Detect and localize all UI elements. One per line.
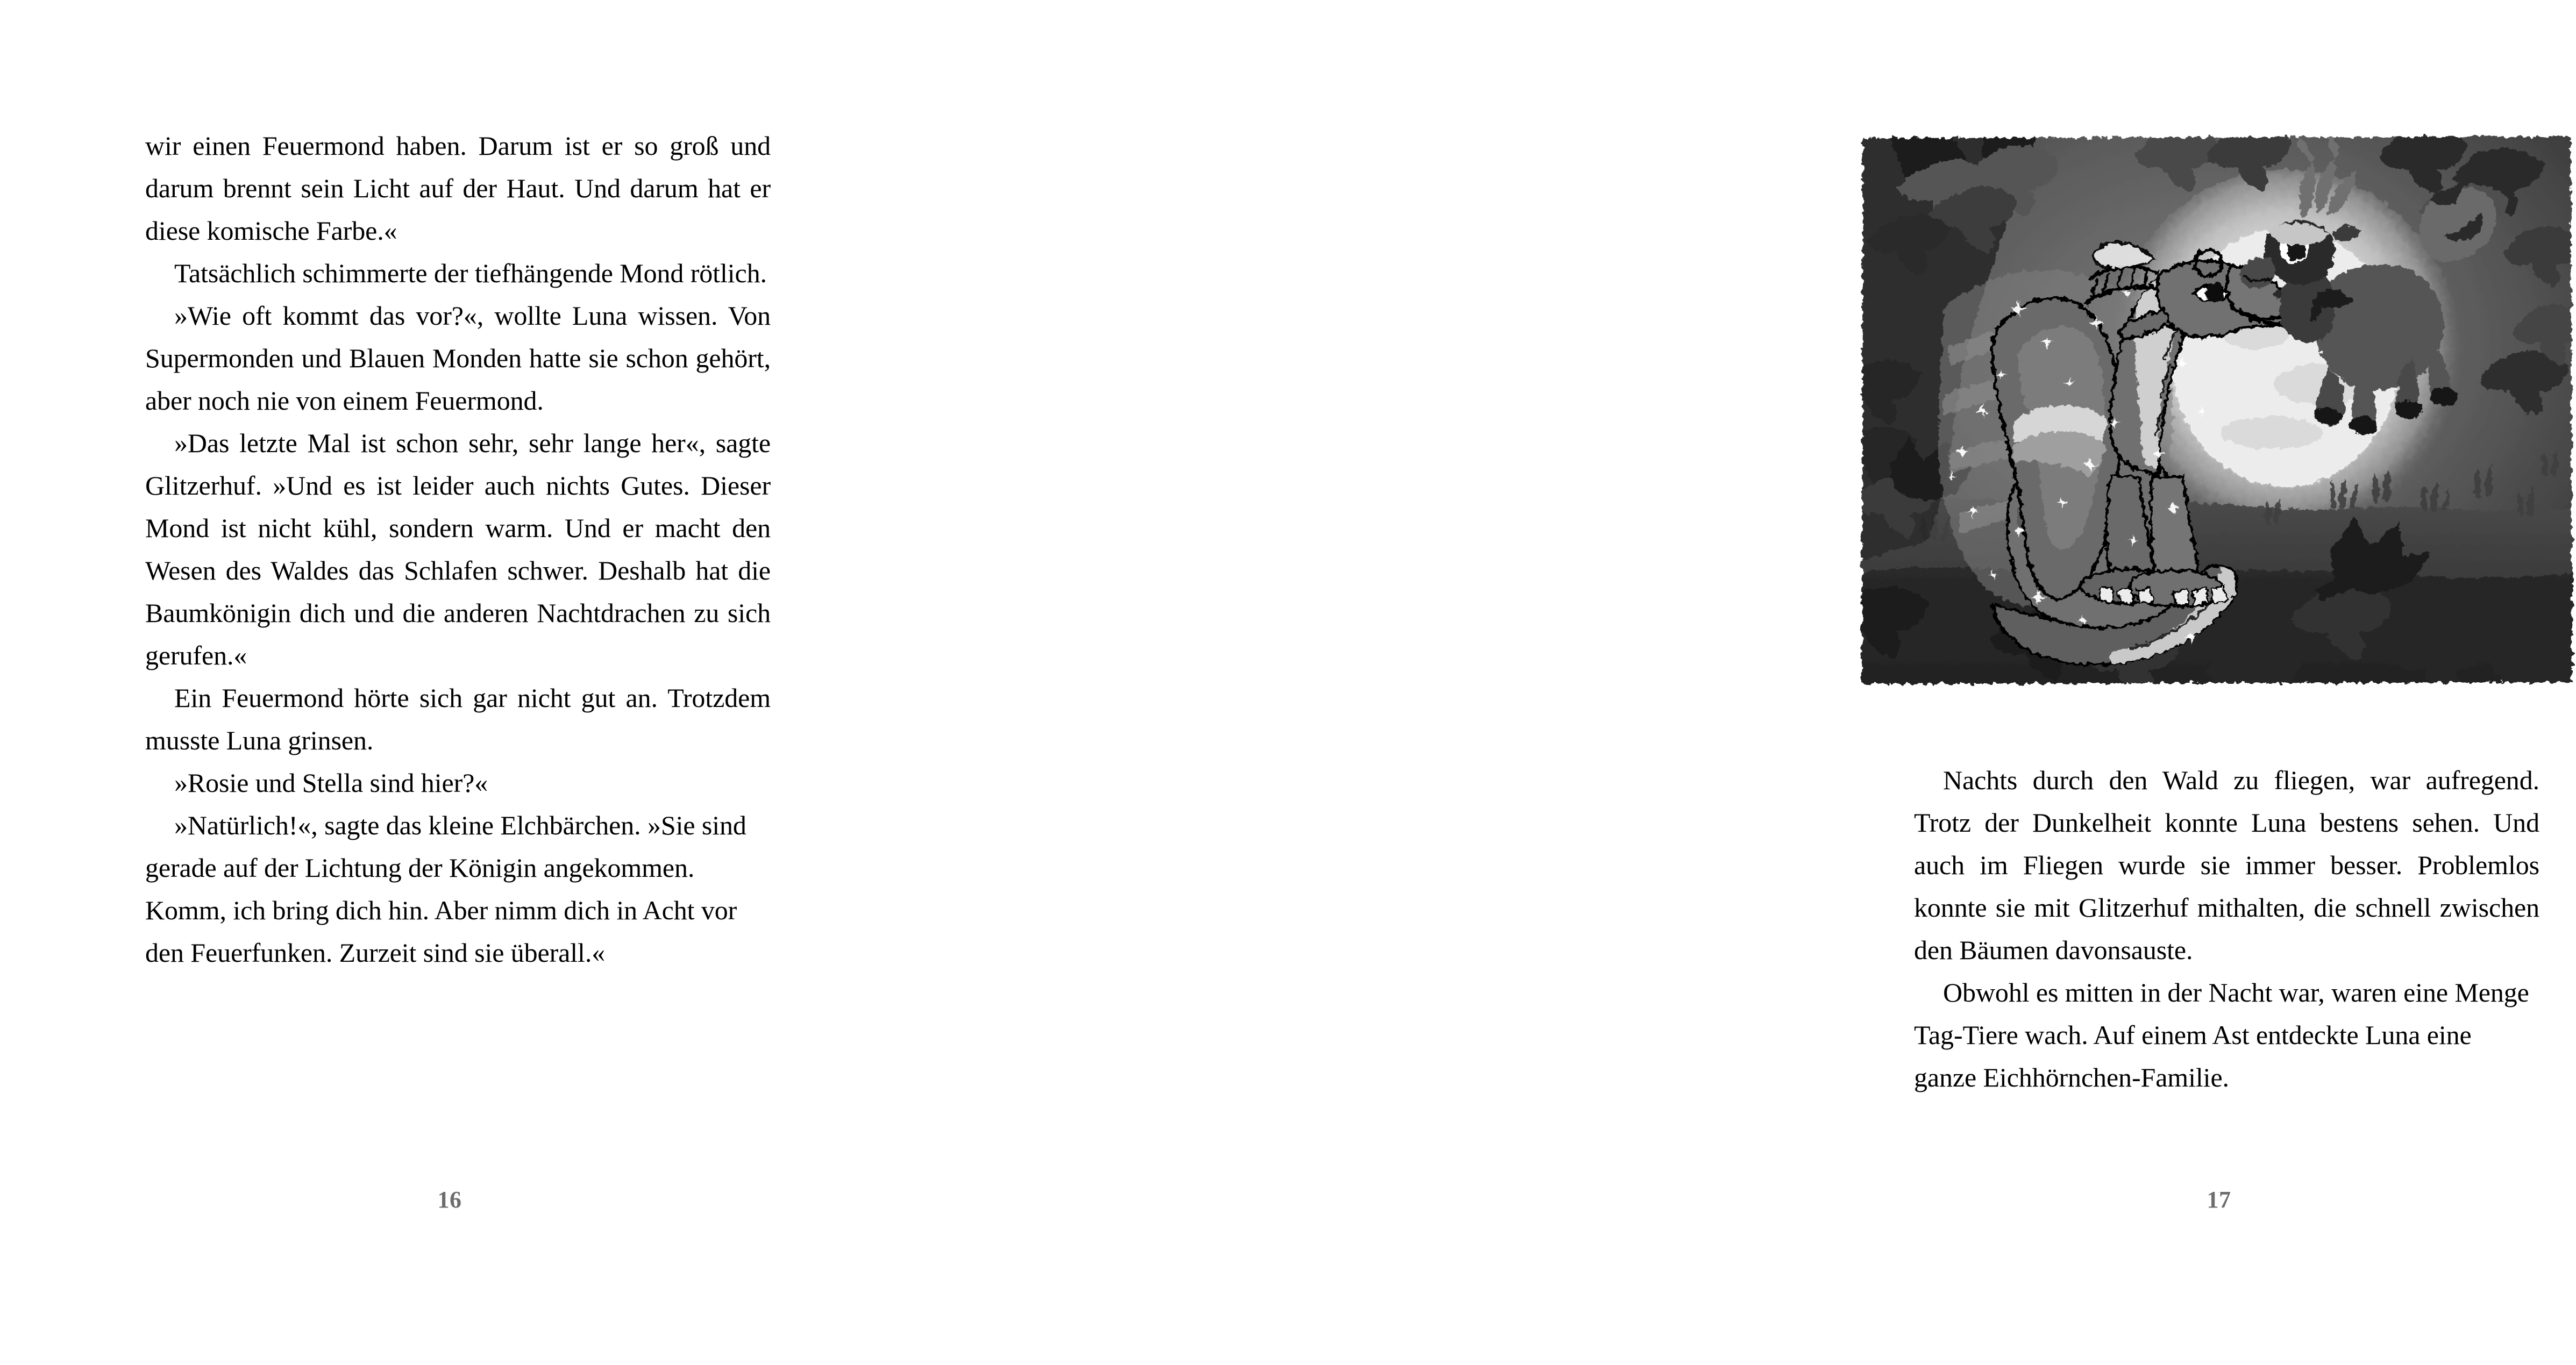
paragraph: »Natürlich!«, sagte das kleine Elchbärchen. »Sie sind gerade auf der Lichtung der Königin angekommen. Komm, ich bring dich hin. Aber nimm dich in Acht vor den Feuerfunken. Zurzeit sind sie überall.«: [145, 810, 746, 968]
illustration-svg: [1858, 132, 2576, 688]
paragraph: wir einen Feuermond haben. Darum ist er so groß und darum brennt sein Licht auf der Haut. Und darum hat er diese komische Farbe.«: [145, 131, 771, 246]
paragraph: »Rosie und Stella sind hier?«: [174, 768, 488, 798]
paragraph: Ein Feuermond hörte sich gar nicht gut an. Trotzdem musste Luna grinsen.: [145, 683, 771, 755]
page-left: [0, 0, 889, 1365]
paragraph: »Wie oft kommt das vor?«, wollte Luna wissen. Von Supermonden und Blauen Monden hatte sie schon gehört, aber noch nie von einem Feuermond.: [145, 301, 771, 416]
right-page-text-column: [1914, 759, 2539, 1099]
page-number-left: 16: [437, 1187, 462, 1213]
page-number-right: 17: [2207, 1187, 2231, 1213]
paragraph: Tatsächlich schimmerte der tiefhängende Mond rötlich.: [174, 258, 767, 288]
paragraph: Nachts durch den Wald zu fliegen, war aufregend. Trotz der Dunkelheit konnte Luna bestens sehen. Und auch im Fliegen wurde sie immer besser. Problemlos konnte sie mit Glitzerhuf mithalten, die schnell zwischen den Bäumen davonsauste.: [1914, 765, 2539, 965]
paragraph: »Das letzte Mal ist schon sehr, sehr lange her«, sagte Glitzerhuf. »Und es ist leider auch nichts Gutes. Dieser Mond ist nicht kühl, sondern warm. Und er macht den Wesen des Waldes das Schlafen schwer. Deshalb hat die Baumkönigin dich und die anderen Nachtdrachen zu sich gerufen.«: [145, 428, 771, 670]
illustration-night-forest: [1858, 132, 2576, 688]
paragraph: Obwohl es mitten in der Nacht war, waren eine Menge Tag-Tiere wach. Auf einem Ast entdeckte Luna eine ganze Eichhörnchen-Familie.: [1914, 977, 2529, 1092]
left-page-text-column: [145, 125, 771, 974]
illustration-frame: [1830, 126, 2576, 711]
page-right: [889, 0, 2539, 1365]
